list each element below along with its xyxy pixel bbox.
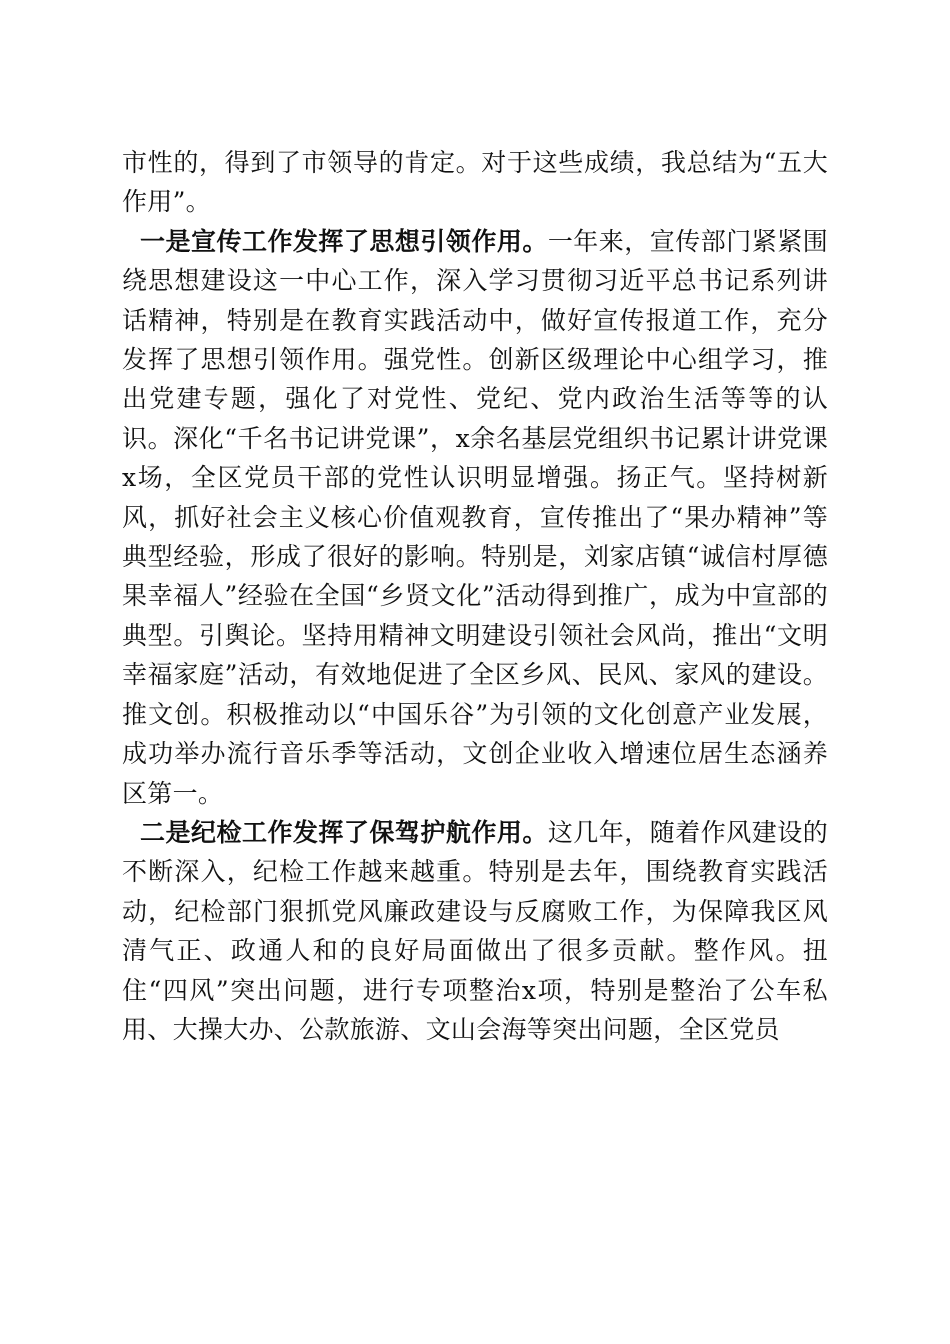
paragraph-text: 市性的，得到了市领导的肯定。对于这些成绩，我总结为“五大作用”。 bbox=[122, 148, 828, 217]
paragraph-text: 这几年，随着作风建设的不断深入，纪检工作越来越重。特别是去年，围绕教育实践活动，纪检部门狠抓党风廉政建设与反腐败工作，为保障我区风清气正、政通人和的良好局面做出了很多贡献。整作风。扭住“四风”突出问题，进行专项整治x项，特别是整治了公车私用、大操大办、公款旅游、文山会海等突出问题，全区党员 bbox=[122, 817, 828, 1044]
document-body bbox=[122, 143, 828, 1049]
paragraph-continuation bbox=[122, 143, 828, 222]
paragraph-lead: 一是宣传工作发挥了思想引领作用。 bbox=[140, 226, 548, 256]
paragraph-lead: 二是纪检工作发挥了保驾护航作用。 bbox=[140, 817, 548, 847]
paragraph-text: 一年来，宣传部门紧紧围绕思想建设这一中心工作，深入学习贯彻习近平总书记系列讲话精神，特别是在教育实践活动中，做好宣传报道工作，充分发挥了思想引领作用。强党性。创新区级理论中心组学习，推出党建专题，强化了对党性、党纪、党内政治生活等等的认识。深化“千名书记讲党课”，x余名基层党组织书记累计讲党课x场，全区党员干部的党性认识明显增强。扬正气。坚持树新风，抓好社会主义核心价值观教育，宣传推出了“果办精神”等典型经验，形成了很好的影响。特别是，刘家店镇“诚信村厚德果幸福人”经验在全国“乡贤文化”活动得到推广，成为中宣部的典型。引舆论。坚持用精神文明建设引领社会风尚，推出“文明幸福家庭”活动，有效地促进了全区乡风、民风、家风的建设。推文创。积极推动以“中国乐谷”为引领的文化创意产业发展，成功举办流行音乐季等活动，文创企业收入增速位居生态涵养区第一。 bbox=[122, 226, 828, 808]
paragraph-propaganda bbox=[122, 222, 828, 813]
paragraph-discipline bbox=[122, 813, 828, 1049]
